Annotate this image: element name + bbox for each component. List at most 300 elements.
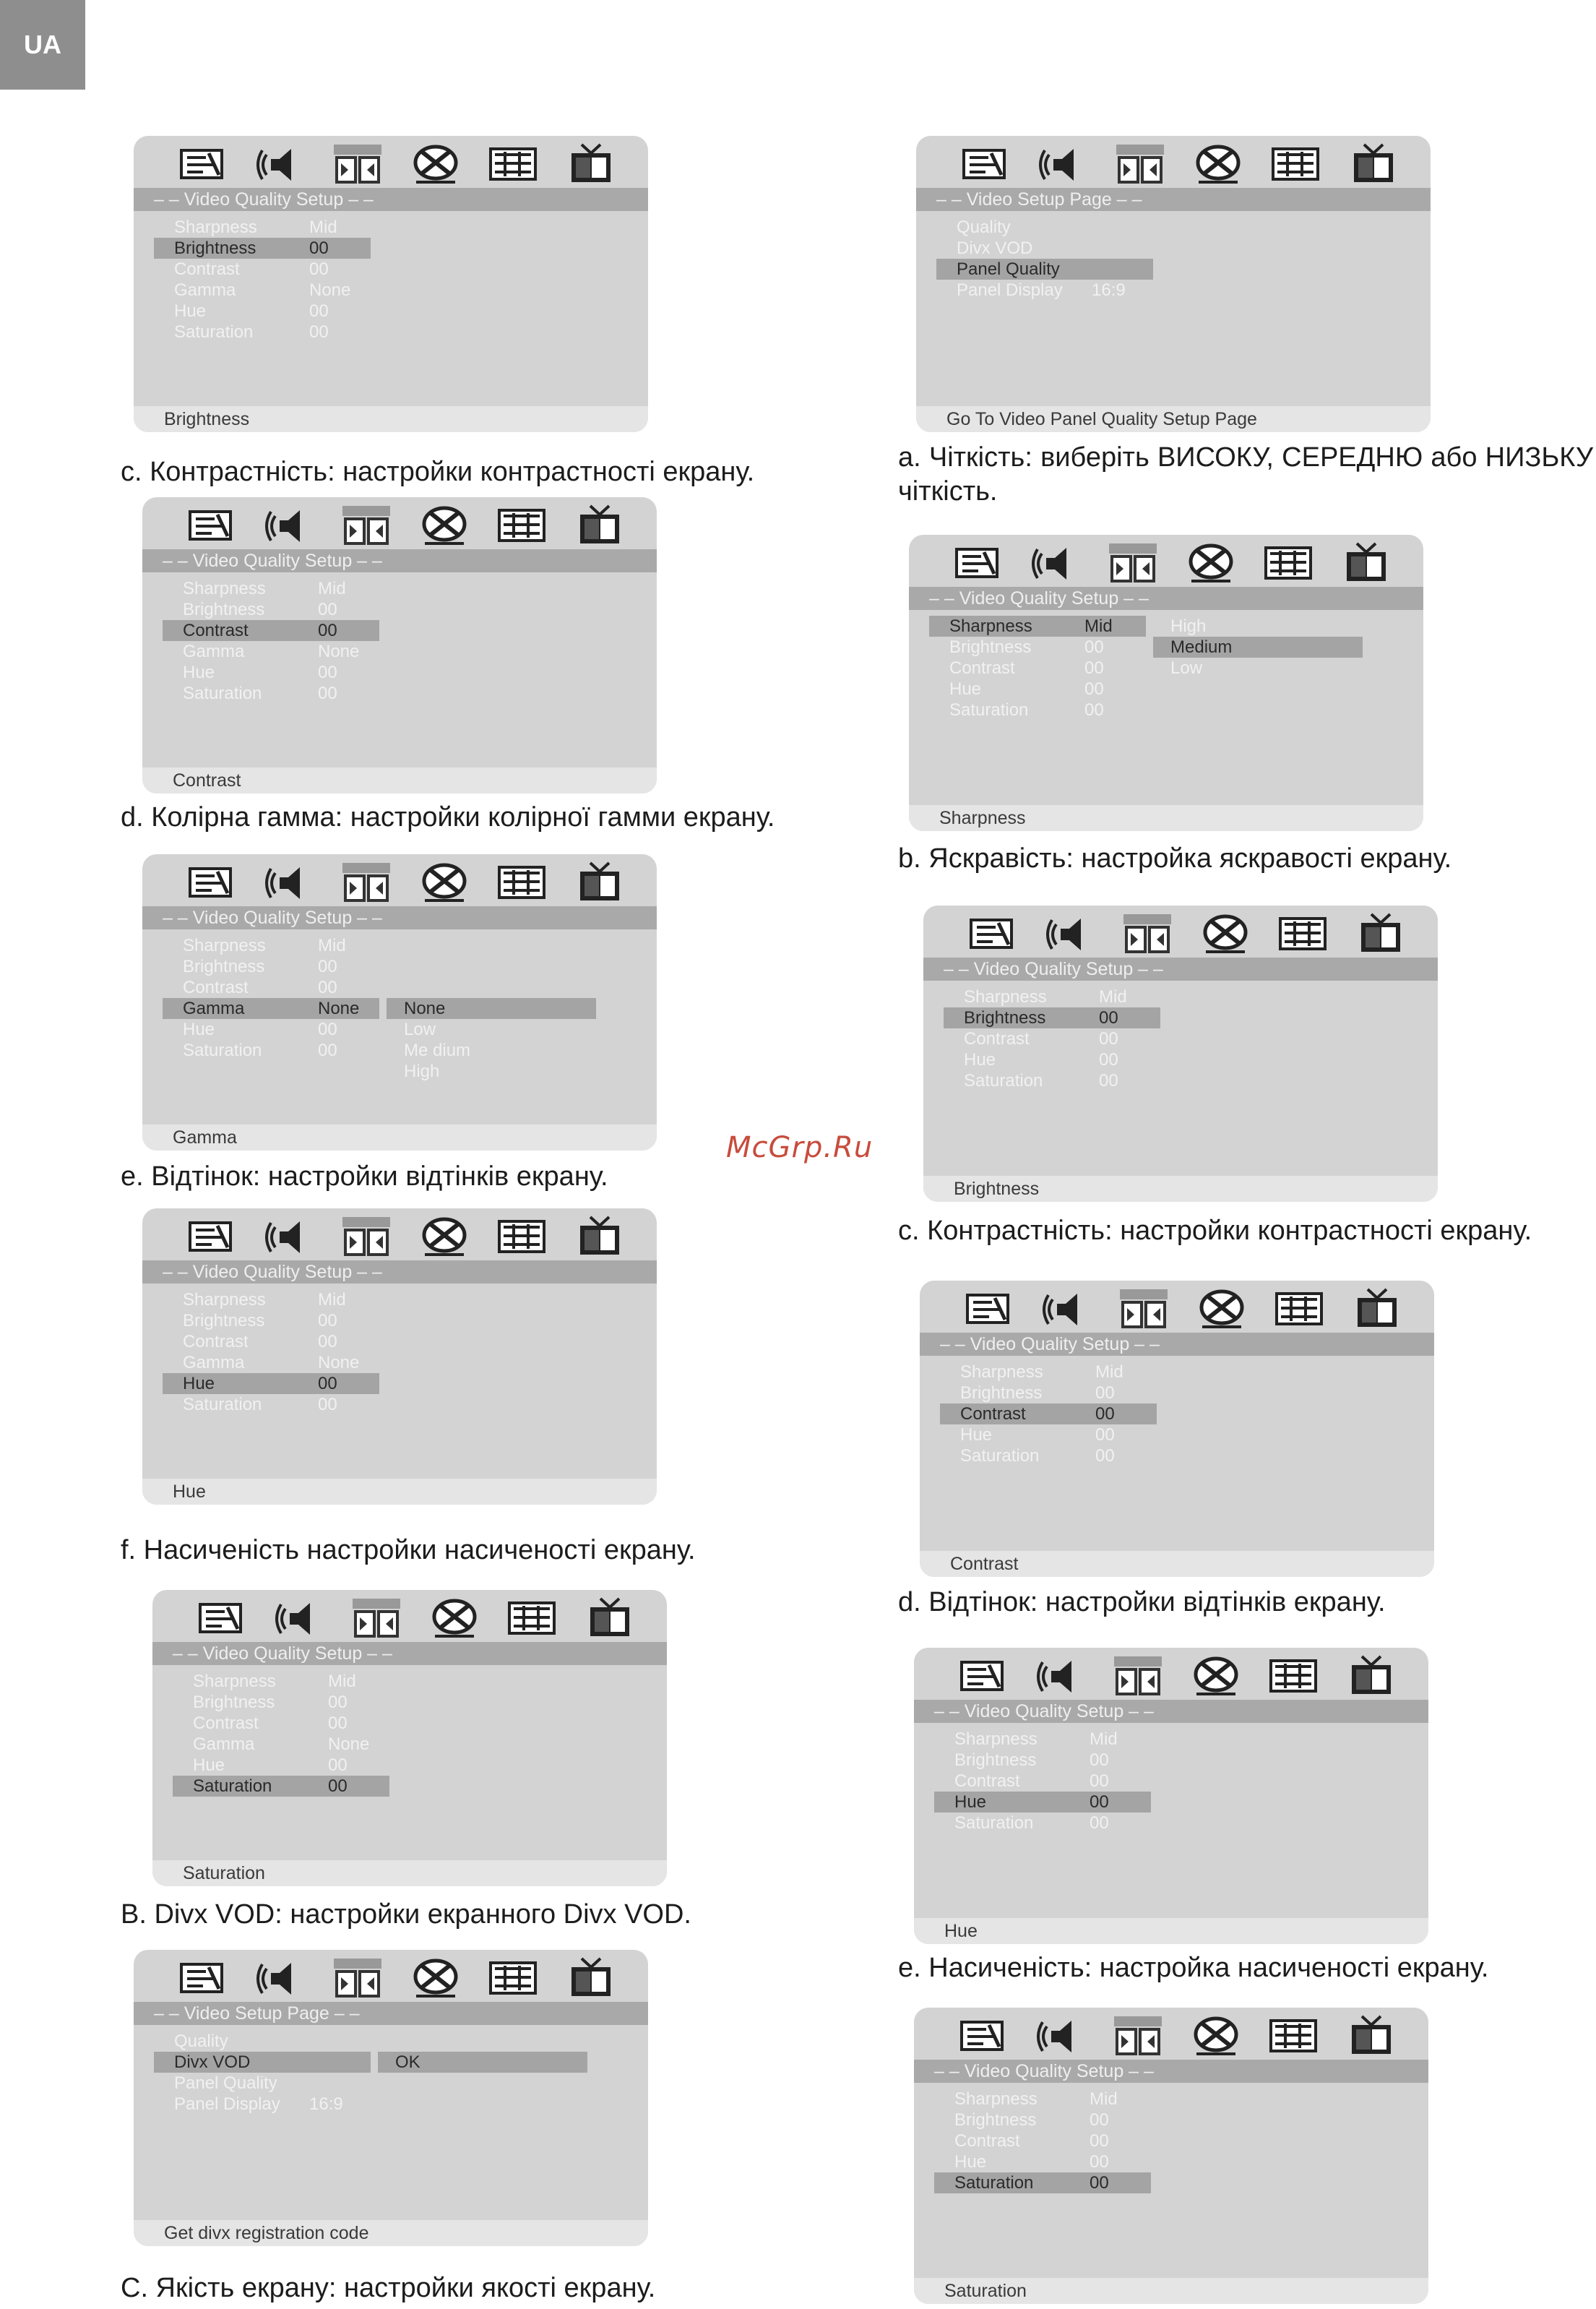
tv-icon — [566, 1957, 616, 1999]
osd-menu-value: 00 — [1084, 700, 1104, 720]
osd-menu-label: Contrast — [174, 259, 240, 279]
osd-menu-label: Contrast — [954, 1771, 1020, 1791]
osd-menu-item[interactable] — [163, 956, 379, 977]
osd-menu-label: Gamma — [183, 1353, 245, 1372]
osd-footer-hint: Hue — [142, 1479, 657, 1505]
osd-title: – – Video Setup Page – – — [134, 2002, 648, 2025]
osd-menu-label: Hue — [183, 663, 215, 682]
osd-menu-value: 16:9 — [1092, 280, 1126, 300]
osd-menu-label: Brightness — [954, 2110, 1037, 2130]
osd-menu-item[interactable] — [163, 578, 379, 599]
osd-menu-value: 00 — [309, 238, 329, 258]
osd-screen — [923, 906, 1438, 1202]
disc-cross-icon — [419, 861, 470, 903]
osd-menu-value: 00 — [318, 600, 337, 619]
video-grid-icon — [496, 504, 547, 546]
osd-menu-value: 00 — [1099, 1050, 1118, 1070]
video-grid-icon — [1263, 542, 1314, 584]
osd-menu-value: Mid — [318, 1290, 346, 1310]
caption: B. Divx VOD: настройки екранного Divx VOD. — [121, 1899, 691, 1930]
caption: f. Насиченість настройки насиченості екрану. — [121, 1535, 696, 1565]
osd-menu-label: Sharpness — [183, 1290, 266, 1310]
osd-menu-value: 00 — [1099, 1029, 1118, 1049]
osd-menu-label: Saturation — [960, 1446, 1040, 1466]
osd-menu-item[interactable] — [934, 1792, 1151, 1813]
osd-screen — [920, 1281, 1434, 1577]
tv-icon — [585, 1597, 635, 1639]
osd-menu-item[interactable] — [163, 1019, 379, 1040]
osd-menu-item[interactable] — [163, 1289, 379, 1310]
osd-menu-item[interactable] — [163, 1040, 379, 1061]
caption: d. Колірна гамма: настройки колірної гамми екрану. — [121, 802, 775, 833]
osd-menu-item[interactable] — [929, 616, 1146, 637]
watermark: McGrp.Ru — [726, 1131, 874, 1164]
osd-screen — [152, 1590, 667, 1886]
osd-menu-item[interactable] — [934, 2151, 1151, 2172]
osd-option[interactable]: Medium — [1153, 637, 1363, 658]
osd-screen — [142, 497, 657, 794]
osd-menu-label: Sharpness — [193, 1672, 276, 1691]
osd-menu-value: 00 — [1095, 1404, 1115, 1424]
osd-menu-value: 00 — [318, 621, 337, 640]
osd-menu-label: Panel Quality — [174, 2073, 277, 2093]
osd-menu-value: 00 — [318, 978, 337, 997]
osd-menu-item[interactable] — [934, 2089, 1151, 2110]
osd-option[interactable]: Low — [1170, 658, 1203, 678]
osd-menu-label: Quality — [174, 2031, 228, 2051]
osd-footer-hint: Go To Video Panel Quality Setup Page — [916, 406, 1431, 432]
osd-menu-item[interactable] — [163, 935, 379, 956]
osd-icon-bar — [196, 1596, 635, 1641]
osd-menu-item[interactable] — [154, 2031, 371, 2052]
disc-cross-icon — [1200, 913, 1251, 955]
speaker-icon — [255, 1957, 306, 1999]
osd-menu-item[interactable] — [154, 2094, 371, 2115]
osd-screen — [914, 1648, 1428, 1944]
osd-title: – – Video Quality Setup – – — [923, 958, 1438, 981]
tv-icon — [1348, 143, 1399, 185]
osd-menu-label: Brightness — [193, 1693, 275, 1712]
osd-menu-label: Hue — [954, 1792, 987, 1812]
video-grid-icon — [496, 861, 547, 903]
tv-icon — [1355, 913, 1406, 955]
osd-menu-value: Mid — [328, 1672, 356, 1691]
osd-menu-label: Brightness — [964, 1008, 1046, 1028]
osd-menu-value: None — [318, 642, 360, 661]
osd-menu-item[interactable] — [154, 2052, 371, 2073]
disc-cross-icon — [1196, 1288, 1247, 1330]
settings-icon — [963, 1288, 1014, 1330]
osd-menu-item[interactable] — [944, 1007, 1160, 1028]
osd-menu-value: 00 — [318, 957, 337, 976]
osd-menu-value: 00 — [1095, 1425, 1115, 1445]
settings-icon — [196, 1597, 246, 1639]
osd-menu-item[interactable] — [944, 986, 1160, 1007]
osd-menu-label: Sharpness — [174, 218, 257, 237]
osd-footer-hint: Saturation — [152, 1860, 667, 1886]
osd-menu-value: 00 — [1084, 658, 1104, 678]
osd-menu-label: Saturation — [174, 322, 254, 342]
settings-icon — [959, 143, 1010, 185]
osd-title: – – Video Quality Setup – – — [152, 1642, 667, 1665]
osd-icon-bar — [186, 503, 625, 548]
dolby-icon — [341, 861, 392, 903]
dolby-icon — [332, 143, 383, 185]
osd-menu-value: Mid — [1095, 1362, 1123, 1382]
settings-icon — [957, 1655, 1008, 1697]
osd-footer-hint: Hue — [914, 1918, 1428, 1944]
osd-menu-label: Hue — [193, 1755, 225, 1775]
osd-icon-bar — [952, 541, 1392, 585]
osd-menu-item[interactable] — [154, 280, 371, 301]
osd-menu-item[interactable] — [934, 2130, 1151, 2151]
osd-menu-label: Hue — [183, 1374, 215, 1393]
osd-screen — [142, 854, 657, 1151]
osd-menu-item[interactable] — [934, 1750, 1151, 1771]
osd-menu-label: Gamma — [183, 642, 245, 661]
speaker-icon — [264, 504, 314, 546]
osd-menu-item[interactable] — [163, 662, 379, 683]
osd-menu-item[interactable] — [163, 1352, 379, 1373]
osd-menu-item[interactable] — [936, 280, 1153, 301]
caption: e. Відтінок: настройки відтінків екрану. — [121, 1161, 608, 1192]
osd-screen — [916, 136, 1431, 432]
osd-option[interactable]: High — [404, 1062, 440, 1081]
osd-menu-item[interactable] — [944, 1028, 1160, 1049]
osd-menu-value: 00 — [309, 301, 329, 321]
osd-menu-label: Saturation — [954, 2173, 1034, 2193]
osd-menu-item[interactable] — [936, 259, 1153, 280]
osd-menu-item[interactable] — [154, 322, 371, 343]
osd-menu-value: 00 — [1090, 2110, 1109, 2130]
osd-menu-item[interactable] — [934, 1813, 1151, 1833]
disc-cross-icon — [410, 143, 461, 185]
osd-menu-item[interactable] — [163, 1331, 379, 1352]
osd-title: – – Video Quality Setup – – — [914, 2060, 1428, 2083]
video-grid-icon — [1274, 1288, 1324, 1330]
osd-menu-label: Saturation — [183, 1041, 262, 1060]
osd-menu-label: Sharpness — [964, 987, 1047, 1007]
osd-menu-item[interactable] — [936, 238, 1153, 259]
speaker-icon — [1045, 913, 1095, 955]
osd-menu-value: 00 — [1090, 2152, 1109, 2172]
osd-footer-hint: Brightness — [134, 406, 648, 432]
speaker-icon — [1038, 143, 1088, 185]
osd-menu-label: Gamma — [193, 1734, 255, 1754]
speaker-icon — [264, 1216, 314, 1257]
osd-footer-hint: Sharpness — [909, 805, 1423, 831]
osd-icon-bar — [959, 142, 1399, 186]
osd-menu-label: Brightness — [183, 957, 265, 976]
osd-menu-value: 00 — [309, 259, 329, 279]
osd-menu-item[interactable] — [940, 1445, 1157, 1466]
osd-menu-label: Saturation — [964, 1071, 1043, 1091]
speaker-icon — [255, 143, 306, 185]
osd-menu-item[interactable] — [934, 2172, 1151, 2193]
osd-menu-label: Sharpness — [960, 1362, 1043, 1382]
osd-menu-item[interactable] — [944, 1049, 1160, 1070]
osd-menu-value: Mid — [1084, 616, 1113, 636]
speaker-icon — [274, 1597, 324, 1639]
osd-menu-label: Gamma — [174, 280, 236, 300]
osd-option[interactable]: None — [387, 998, 596, 1019]
caption: C. Якість екрану: настройки якості екрану. — [121, 2273, 656, 2303]
dolby-icon — [1108, 542, 1158, 584]
osd-menu-label: Saturation — [183, 1395, 262, 1414]
osd-menu-value: Mid — [318, 936, 346, 955]
osd-menu-value: 00 — [1090, 1771, 1109, 1791]
osd-menu-label: Sharpness — [183, 579, 266, 598]
osd-menu-value: 00 — [318, 1020, 337, 1039]
osd-menu-value: 00 — [1099, 1071, 1118, 1091]
osd-footer-hint: Gamma — [142, 1125, 657, 1151]
osd-menu-value: 00 — [1095, 1383, 1115, 1403]
osd-menu-item[interactable] — [163, 998, 379, 1019]
osd-menu-item[interactable] — [929, 658, 1146, 679]
osd-menu-item[interactable] — [944, 1070, 1160, 1091]
osd-menu-value: 00 — [318, 1395, 337, 1414]
osd-menu-value: 00 — [318, 1041, 337, 1060]
disc-cross-icon — [1193, 143, 1243, 185]
osd-title: – – Video Setup Page – – — [916, 188, 1431, 211]
osd-menu-value: 00 — [1084, 637, 1104, 657]
osd-menu-item[interactable] — [173, 1755, 389, 1776]
osd-screen — [134, 1950, 648, 2246]
dolby-icon — [1118, 1288, 1169, 1330]
video-grid-icon — [488, 143, 538, 185]
osd-icon-bar — [957, 2013, 1397, 2058]
osd-menu-label: Divx VOD — [957, 238, 1033, 258]
osd-menu-label: Contrast — [949, 658, 1015, 678]
dolby-icon — [332, 1957, 383, 1999]
osd-menu-value: 00 — [328, 1714, 348, 1733]
osd-menu-value: None — [328, 1734, 370, 1754]
osd-menu-value: 00 — [1090, 1792, 1109, 1812]
osd-icon-bar — [186, 860, 625, 905]
speaker-icon — [1041, 1288, 1092, 1330]
dolby-icon — [1115, 143, 1165, 185]
osd-menu-item[interactable] — [163, 641, 379, 662]
osd-menu-item[interactable] — [173, 1671, 389, 1692]
tv-icon — [1346, 2015, 1397, 2057]
settings-icon — [957, 2015, 1008, 2057]
osd-menu-label: Contrast — [964, 1029, 1030, 1049]
osd-menu-item[interactable] — [163, 1394, 379, 1415]
osd-menu-label: Brightness — [954, 1750, 1037, 1770]
osd-title: – – Video Quality Setup – – — [914, 1700, 1428, 1723]
osd-menu-value: None — [318, 1353, 360, 1372]
osd-menu-label: Sharpness — [183, 936, 266, 955]
osd-icon-bar — [177, 1956, 616, 2000]
osd-menu-label: Hue — [174, 301, 207, 321]
tv-icon — [1352, 1288, 1402, 1330]
caption: e. Насиченість: настройка насиченості екрану. — [898, 1953, 1489, 1983]
disc-cross-icon — [429, 1597, 480, 1639]
osd-menu-label: Sharpness — [954, 1729, 1038, 1749]
osd-menu-label: Quality — [957, 218, 1011, 237]
settings-icon — [952, 542, 1003, 584]
osd-menu-item[interactable] — [940, 1383, 1157, 1403]
tv-icon — [574, 1216, 625, 1257]
osd-menu-label: Panel Display — [174, 2094, 280, 2114]
disc-cross-icon — [1186, 542, 1236, 584]
osd-menu-value: 00 — [318, 1374, 337, 1393]
osd-menu-label: Panel Quality — [957, 259, 1060, 279]
osd-menu-item[interactable] — [936, 217, 1153, 238]
osd-menu-label: Saturation — [193, 1776, 272, 1796]
osd-menu-value: 16:9 — [309, 2094, 343, 2114]
osd-menu-item[interactable] — [934, 1771, 1151, 1792]
osd-title: – – Video Quality Setup – – — [920, 1333, 1434, 1356]
osd-menu-label: Contrast — [193, 1714, 259, 1733]
osd-footer-hint: Contrast — [920, 1551, 1434, 1577]
osd-menu-label: Hue — [183, 1020, 215, 1039]
osd-menu-label: Panel Display — [957, 280, 1063, 300]
osd-menu-item[interactable] — [163, 599, 379, 620]
video-grid-icon — [496, 1216, 547, 1257]
osd-menu-label: Contrast — [183, 621, 249, 640]
video-grid-icon — [488, 1957, 538, 1999]
osd-menu-item[interactable] — [940, 1424, 1157, 1445]
dolby-icon — [341, 504, 392, 546]
disc-cross-icon — [419, 504, 470, 546]
osd-menu-label: Contrast — [183, 1332, 249, 1351]
osd-screen — [914, 2008, 1428, 2304]
osd-menu-item[interactable] — [929, 637, 1146, 658]
osd-menu-label: Contrast — [183, 978, 249, 997]
osd-option[interactable]: OK — [378, 2052, 587, 2073]
osd-menu-label: Sharpness — [954, 2089, 1038, 2109]
osd-menu-label: Brightness — [949, 637, 1032, 657]
settings-icon — [967, 913, 1017, 955]
osd-footer-hint: Saturation — [914, 2278, 1428, 2304]
disc-cross-icon — [410, 1957, 461, 1999]
osd-screen — [142, 1208, 657, 1505]
dolby-icon — [1122, 913, 1173, 955]
speaker-icon — [264, 861, 314, 903]
osd-title: – – Video Quality Setup – – — [142, 549, 657, 572]
osd-menu-label: Divx VOD — [174, 2052, 251, 2072]
osd-menu-item[interactable] — [173, 1776, 389, 1797]
dolby-icon — [351, 1597, 402, 1639]
osd-menu-label: Hue — [960, 1425, 993, 1445]
disc-cross-icon — [1191, 1655, 1241, 1697]
osd-menu-label: Saturation — [949, 700, 1029, 720]
osd-menu-label: Contrast — [954, 2131, 1020, 2151]
osd-menu-value: 00 — [318, 684, 337, 703]
osd-title: – – Video Quality Setup – – — [142, 906, 657, 929]
osd-menu-item[interactable] — [934, 1729, 1151, 1750]
language-tab: UA — [0, 0, 85, 90]
osd-screen — [134, 136, 648, 432]
osd-menu-value: 00 — [1090, 2173, 1109, 2193]
video-grid-icon — [1277, 913, 1328, 955]
caption: c. Контрастність: настройки контрастності екрану. — [898, 1216, 1532, 1246]
osd-menu-value: Mid — [1090, 1729, 1118, 1749]
osd-menu-item[interactable] — [940, 1362, 1157, 1383]
osd-menu-label: Hue — [954, 2152, 987, 2172]
osd-menu-label: Saturation — [954, 1813, 1034, 1833]
osd-option[interactable]: Low — [404, 1020, 436, 1039]
osd-menu-item[interactable] — [163, 1310, 379, 1331]
osd-menu-value: 00 — [328, 1693, 348, 1712]
osd-menu-item[interactable] — [163, 620, 379, 641]
osd-menu-value: 00 — [318, 1311, 337, 1330]
osd-menu-value: 00 — [1090, 2131, 1109, 2151]
osd-menu-value: 00 — [318, 1332, 337, 1351]
osd-menu-value: 00 — [328, 1776, 348, 1796]
osd-icon-bar — [177, 142, 616, 186]
osd-footer-hint: Contrast — [142, 767, 657, 794]
osd-menu-item[interactable] — [934, 2110, 1151, 2130]
osd-menu-label: Hue — [949, 679, 982, 699]
osd-menu-value: 00 — [328, 1755, 348, 1775]
osd-screen — [909, 535, 1423, 831]
osd-option[interactable]: High — [1170, 616, 1207, 636]
osd-menu-value: 00 — [318, 663, 337, 682]
osd-menu-value: 00 — [1084, 679, 1104, 699]
osd-menu-value: Mid — [309, 218, 337, 237]
dolby-icon — [1113, 1655, 1163, 1697]
osd-menu-value: 00 — [309, 322, 329, 342]
osd-menu-value: None — [309, 280, 351, 300]
osd-icon-bar — [963, 1286, 1402, 1331]
osd-menu-item[interactable] — [173, 1713, 389, 1734]
osd-menu-value: Mid — [1090, 2089, 1118, 2109]
osd-menu-item[interactable] — [154, 238, 371, 259]
tv-icon — [1341, 542, 1392, 584]
caption: c. Контрастність: настройки контрастності екрану. — [121, 457, 755, 487]
disc-cross-icon — [419, 1216, 470, 1257]
settings-icon — [177, 1957, 228, 1999]
osd-menu-item[interactable] — [929, 679, 1146, 700]
osd-menu-item[interactable] — [163, 977, 379, 998]
osd-menu-item[interactable] — [154, 2073, 371, 2094]
osd-menu-item[interactable] — [173, 1692, 389, 1713]
osd-menu-value: Mid — [318, 579, 346, 598]
osd-footer-hint: Get divx registration code — [134, 2220, 648, 2246]
dolby-icon — [1113, 2015, 1163, 2057]
osd-menu-item[interactable] — [173, 1734, 389, 1755]
caption: a. Чіткість: виберіть ВИСОКУ, СЕРЕДНЮ або НИЗЬКУ чіткість. — [898, 442, 1593, 507]
osd-menu-label: Hue — [964, 1050, 996, 1070]
speaker-icon — [1030, 542, 1081, 584]
settings-icon — [177, 143, 228, 185]
caption: b. Яскравість: настройка яскравості екрану. — [898, 843, 1452, 874]
osd-icon-bar — [967, 911, 1406, 956]
settings-icon — [186, 1216, 236, 1257]
osd-menu-item[interactable] — [154, 217, 371, 238]
osd-icon-bar — [186, 1214, 625, 1259]
video-grid-icon — [506, 1597, 557, 1639]
osd-menu-item[interactable] — [929, 700, 1146, 721]
video-grid-icon — [1270, 143, 1321, 185]
speaker-icon — [1035, 1655, 1086, 1697]
osd-menu-item[interactable] — [154, 259, 371, 280]
osd-menu-item[interactable] — [940, 1403, 1157, 1424]
osd-option[interactable]: Me dium — [404, 1041, 471, 1060]
osd-menu-label: Gamma — [183, 999, 245, 1018]
osd-menu-label: Brightness — [183, 1311, 265, 1330]
osd-menu-item[interactable] — [163, 1373, 379, 1394]
osd-menu-item[interactable] — [163, 683, 379, 704]
osd-menu-label: Brightness — [183, 600, 265, 619]
osd-icon-bar — [957, 1654, 1397, 1698]
osd-menu-label: Contrast — [960, 1404, 1026, 1424]
osd-menu-item[interactable] — [154, 301, 371, 322]
osd-menu-label: Brightness — [174, 238, 256, 258]
tv-icon — [574, 504, 625, 546]
